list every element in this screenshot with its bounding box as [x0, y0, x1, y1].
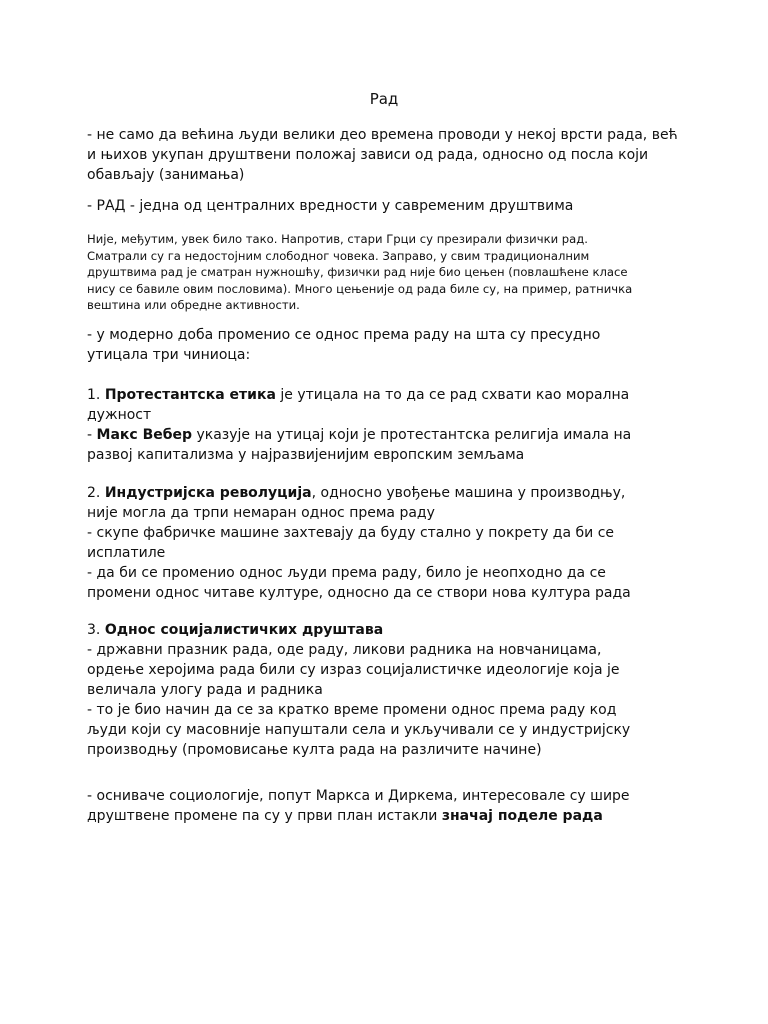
- factor-3-sub-line: величала улогу рада и радника: [87, 682, 323, 698]
- founders-line: - оснивачe социологије, попут Маркса и Диркема, интересовале су шире: [87, 788, 630, 804]
- page-title: Рад: [369, 90, 399, 108]
- factor-2-line: није могла да трпи немаран однос према раду: [87, 505, 435, 521]
- weber-dash: -: [87, 427, 97, 443]
- factor-3-section: [87, 620, 687, 760]
- history-line: Сматрали су га недостојним слободног човека. Заправо, у свим традиционалним: [87, 248, 590, 263]
- factor-2-heading-line: [87, 483, 687, 503]
- factor-2-sub-line: исплатиле: [87, 545, 166, 561]
- factor-1-heading-line: [87, 385, 687, 405]
- factor-2-number: 2.: [87, 485, 105, 501]
- founders-text: друштвене промене па су у први план истакли: [87, 808, 442, 824]
- factor-2-sub-line: - да би се променио однос људи према раду, било је неопходно да се: [87, 565, 606, 581]
- modern-paragraph: [87, 325, 687, 365]
- division-of-labor-bold: значај поделе рада: [441, 808, 603, 824]
- modern-line: - у модерно доба променио се однос према раду на шта су пресудно: [87, 327, 601, 343]
- definition-text: - РАД - једна од централних вредности у савременим друштвима: [87, 198, 574, 214]
- factor-3-sub-line: ордење херојима рада били су израз социјалистичке идеологије која је: [87, 662, 620, 678]
- factor-3-bold-term: Однос социјалистичких друштава: [104, 622, 384, 638]
- factor-3-heading-line: [87, 620, 687, 640]
- factor-3-sub-line: - државни празник рада, оде раду, ликови радника на новчаницама,: [87, 642, 602, 658]
- factor-3-number: 3.: [87, 622, 105, 638]
- factor-3-sub-line: - то је био начин да се за кратко време промени однос према раду код: [87, 702, 617, 718]
- history-line: вештина или обредне активности.: [87, 298, 300, 312]
- factor-2-sub-line: промени однос читаве културе, односно да се створи нова култура рада: [87, 585, 631, 601]
- modern-line: утицала три чиниоца:: [87, 347, 251, 363]
- weber-bold-name: Макс Вебер: [96, 427, 193, 443]
- founders-line: [87, 806, 687, 826]
- factor-1-section: [87, 385, 687, 465]
- factor-2-bold-term: Индустријска револуција: [104, 485, 312, 501]
- weber-text: указује на утицај који је протестантска религија имала на: [192, 427, 632, 443]
- factor-3-sub-line: људи који су масовније напуштали села и укључивали се у индустријску: [87, 722, 631, 738]
- history-line: Није, међутим, увек било тако. Напротив, стари Грци су презирали физички рад.: [87, 232, 588, 246]
- factor-1-bold-term: Протестантска етика: [104, 387, 276, 403]
- history-line: друштвима рад је сматран нужношћу, физички рад није био цењен (повлашћене класе: [87, 265, 628, 279]
- factor-1-text: је утицала на то да се рад схвати као морална: [275, 387, 630, 403]
- factor-1-line: дужност: [87, 407, 152, 423]
- history-line: нису се бавиле овим пословима). Много цењеније од рада биле су, на пример, ратничка: [87, 281, 633, 296]
- weber-line: развој капитализма у најразвијенијим европским земљама: [87, 447, 525, 463]
- weber-line: [87, 425, 687, 445]
- factor-2-sub-line: - скупе фабричке машине захтевају да буду стално у покрету да би се: [87, 525, 615, 541]
- factor-1-number: 1.: [87, 387, 105, 403]
- history-paragraph: [87, 231, 687, 314]
- founders-paragraph: [87, 786, 687, 826]
- intro-paragraph: [87, 125, 687, 185]
- factor-2-section: [87, 483, 687, 603]
- definition-paragraph: [87, 196, 687, 216]
- factor-2-text: , односно увођење машина у производњу,: [311, 485, 626, 501]
- intro-text: - не само да већина људи велики део времена проводи у некој врсти рада, већ и њихов укупан друштвени положај зависи од рада, односно од посла који обављају (занимања): [87, 127, 678, 183]
- factor-3-sub-line: производњу (промовисање култа рада на различите начине): [87, 742, 542, 758]
